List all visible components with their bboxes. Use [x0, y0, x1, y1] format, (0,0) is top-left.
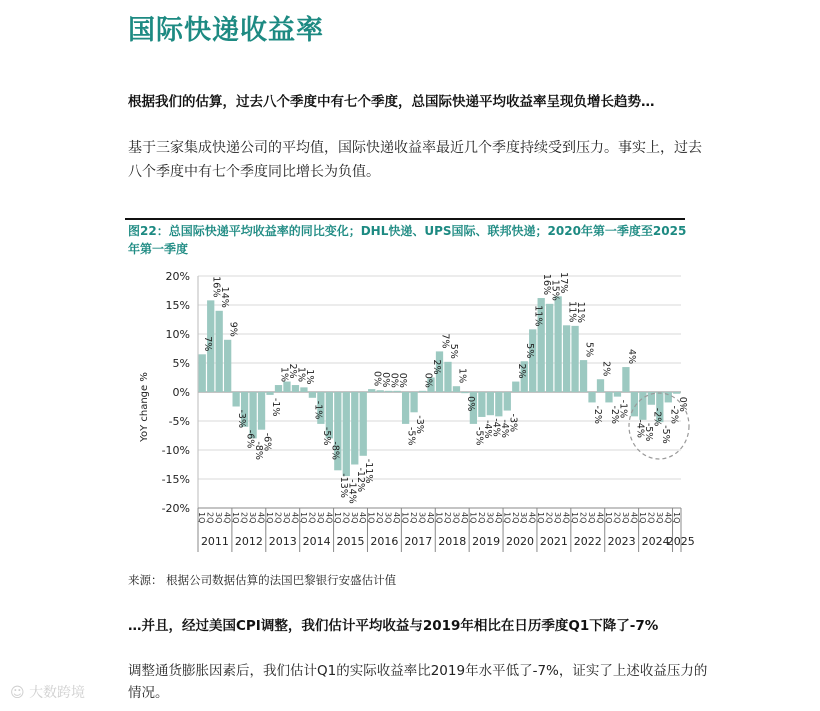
- bar-data-label: -1%: [270, 397, 282, 417]
- quarter-tick-label: 1Q: [570, 512, 580, 524]
- y-tick-label: 10%: [165, 328, 190, 341]
- quarter-tick-label: 4Q: [493, 512, 503, 524]
- bar: [478, 392, 485, 417]
- quarter-tick-label: 3Q: [281, 512, 291, 524]
- bar: [393, 391, 400, 392]
- bar-data-label: -4%: [481, 419, 493, 439]
- bar: [232, 392, 239, 407]
- bar: [546, 304, 553, 392]
- bar-data-label: -13%: [337, 473, 349, 498]
- intro-paragraph: 基于三家集成快递公司的平均值，国际快递收益率最近几个季度持续受到压力。事实上，过去八个季度中有七个季度同比增长为负值。: [128, 140, 702, 180]
- bar: [461, 392, 468, 393]
- bar-data-label: -4%: [634, 419, 646, 438]
- bar: [258, 392, 265, 430]
- year-tick-label: 2020: [506, 535, 534, 548]
- quarter-tick-label: 1Q: [468, 512, 478, 524]
- quarter-tick-label: 2Q: [273, 512, 283, 524]
- watermark-icon: ☺: [10, 685, 25, 701]
- quarter-tick-label: 4Q: [459, 512, 469, 524]
- quarter-tick-label: 1Q: [366, 512, 376, 524]
- quarter-tick-label: 3Q: [383, 512, 393, 524]
- year-tick-label: 2012: [234, 535, 263, 548]
- year-tick-label: 2023: [607, 535, 636, 548]
- bar: [487, 392, 494, 415]
- y-tick-label: -5%: [168, 415, 190, 428]
- year-tick-label: 2024: [641, 535, 670, 548]
- y-tick-label: -15%: [161, 473, 190, 486]
- bar-data-label: 16%: [210, 276, 222, 298]
- quarter-tick-label: 4Q: [290, 512, 300, 524]
- bar-data-label: 2%: [286, 363, 298, 379]
- quarter-tick-label: 4Q: [561, 512, 571, 524]
- y-axis-title: YoY change %: [139, 372, 150, 442]
- quarter-tick-label: 4Q: [256, 512, 266, 524]
- yield-yoy-bar-chart: [125, 262, 695, 567]
- year-tick-label: 2017: [404, 535, 433, 548]
- quarter-tick-label: 4Q: [663, 512, 673, 524]
- quarter-tick-label: 2Q: [341, 512, 351, 524]
- bar-data-label: -2%: [668, 405, 680, 424]
- bar: [495, 392, 502, 416]
- quarter-tick-label: 3Q: [485, 512, 495, 524]
- quarter-tick-label: 3Q: [214, 512, 224, 524]
- quarter-tick-label: 1Q: [332, 512, 342, 524]
- quarter-tick-label: 2Q: [307, 512, 317, 524]
- bar: [673, 392, 680, 394]
- bar: [216, 311, 223, 392]
- year-tick-label: 2022: [573, 535, 602, 548]
- quarter-tick-label: 3Q: [553, 512, 563, 524]
- quarter-tick-label: 1Q: [400, 512, 410, 524]
- bar-data-label: -2%: [608, 405, 620, 424]
- bar-data-label: 7%: [439, 333, 451, 349]
- bar: [283, 382, 290, 392]
- bar-data-label: -8%: [253, 441, 265, 460]
- quarter-tick-label: 1Q: [298, 512, 308, 524]
- bar-data-label: 0%: [388, 372, 400, 388]
- bar-data-label: 9%: [227, 321, 239, 337]
- quarter-tick-label: 1Q: [197, 512, 207, 524]
- bar-data-label: -12%: [354, 467, 366, 493]
- quarter-tick-label: 3Q: [315, 512, 325, 524]
- quarter-tick-label: 3Q: [451, 512, 461, 524]
- y-tick-label: 15%: [165, 299, 190, 312]
- y-tick-label: 5%: [172, 357, 190, 370]
- bar: [419, 391, 426, 392]
- bar: [275, 385, 282, 392]
- bar: [571, 326, 578, 392]
- bar: [597, 379, 604, 392]
- figure-source: 来源： 根据公司数据估算的法国巴黎银行安盛估计值: [128, 573, 397, 587]
- quarter-tick-label: 2Q: [409, 512, 419, 524]
- year-tick-label: 2021: [539, 535, 568, 548]
- bar-data-label: 1%: [295, 366, 307, 383]
- quarter-tick-label: 1Q: [502, 512, 512, 524]
- bar: [360, 392, 367, 456]
- bar-data-label: -11%: [363, 458, 375, 484]
- bar-data-label: -5%: [659, 425, 671, 444]
- quarter-tick-label: 4Q: [222, 512, 232, 524]
- bar-data-label: 5%: [524, 343, 536, 359]
- bar: [563, 325, 570, 392]
- bar-data-label: 11%: [575, 301, 587, 323]
- quarter-tick-label: 1Q: [231, 512, 241, 524]
- cpi-paragraph: 调整通货膨胀因素后，我们估计Q1的实际收益率比2019年水平低了-7%，证实了上述收益压力的情况。: [128, 663, 708, 701]
- bar-data-label: -3%: [236, 409, 248, 428]
- bar: [343, 392, 350, 476]
- bar: [554, 296, 561, 392]
- bar-data-label: -5%: [320, 426, 332, 446]
- quarter-tick-label: 3Q: [349, 512, 359, 524]
- bar-data-label: 0%: [397, 372, 409, 388]
- figure-caption: 图22：总国际快递平均收益率的同比变化；DHL快递、UPS国际、联邦快递；2020年第一季度至2025年第一季度: [128, 224, 687, 256]
- bar-data-label: 2%: [600, 361, 612, 377]
- year-tick-label: 2015: [336, 535, 365, 548]
- chart-y-axis: [162, 270, 198, 515]
- quarter-tick-label: 2Q: [239, 512, 249, 524]
- year-tick-label: 2013: [268, 535, 297, 548]
- section-headline-2: …并且，经过美国CPI调整，我们估计平均收益与2019年相比在日历季度Q1下降了-7%: [128, 618, 659, 634]
- quarter-tick-label: 3Q: [654, 512, 664, 524]
- figure-top-rule: [125, 218, 685, 220]
- bar-data-label: -1%: [312, 400, 324, 420]
- quarter-tick-label: 3Q: [417, 512, 427, 524]
- bar: [580, 360, 587, 392]
- y-tick-label: -20%: [161, 502, 190, 515]
- bar-data-label: 14%: [219, 286, 231, 308]
- bar: [444, 362, 451, 392]
- section-headline: 根据我们的估算，过去八个季度中有七个季度，总国际快递平均收益率呈现负增长趋势…: [128, 94, 655, 110]
- bar-data-label: 1%: [303, 369, 315, 385]
- year-tick-label: 2025: [666, 535, 695, 548]
- bar-data-label: 0%: [380, 372, 392, 388]
- quarter-tick-label: 2Q: [578, 512, 588, 524]
- bar: [614, 392, 621, 397]
- bar: [309, 392, 316, 398]
- watermark-logo: [10, 682, 85, 702]
- quarter-tick-label: 4Q: [358, 512, 368, 524]
- bar: [410, 392, 417, 412]
- y-tick-label: -10%: [161, 444, 190, 457]
- chart-x-axis: [197, 508, 695, 552]
- quarter-tick-label: 3Q: [248, 512, 258, 524]
- quarter-tick-label: 1Q: [637, 512, 647, 524]
- bar: [605, 392, 612, 402]
- bar-data-label: 11%: [532, 305, 544, 327]
- bar-data-label: -6%: [244, 429, 256, 449]
- bar-data-label: -6%: [261, 432, 273, 452]
- bar-data-label: -5%: [405, 426, 417, 446]
- y-tick-label: 20%: [165, 270, 190, 283]
- quarter-tick-label: 1Q: [265, 512, 275, 524]
- quarter-tick-label: 4Q: [527, 512, 537, 524]
- quarter-tick-label: 2Q: [476, 512, 486, 524]
- quarter-tick-label: 4Q: [426, 512, 436, 524]
- bar: [224, 340, 231, 392]
- bar-data-label: -5%: [642, 422, 654, 442]
- bar-data-label: 17%: [558, 272, 570, 294]
- bar-data-label: -1%: [617, 399, 629, 419]
- bar: [529, 329, 536, 392]
- quarter-tick-label: 2Q: [544, 512, 554, 524]
- bar: [199, 354, 206, 392]
- bar: [588, 392, 595, 402]
- bar-data-label: 0%: [676, 396, 688, 412]
- bar-data-label: 5%: [583, 342, 595, 358]
- watermark-text: 大数跨境: [29, 685, 86, 701]
- quarter-tick-label: 2Q: [612, 512, 622, 524]
- quarter-tick-label: 3Q: [587, 512, 597, 524]
- bar-data-label: 15%: [549, 279, 561, 301]
- bar-data-label: 2%: [431, 359, 443, 375]
- quarter-tick-label: 1Q: [536, 512, 546, 524]
- bar: [377, 390, 384, 392]
- bar-data-label: 1%: [456, 368, 468, 384]
- bar: [622, 367, 629, 392]
- year-tick-label: 2014: [302, 535, 331, 548]
- bar-data-label: 4%: [625, 348, 637, 365]
- bar-data-label: -14%: [346, 479, 358, 504]
- quarter-tick-label: 4Q: [595, 512, 605, 524]
- bar: [266, 392, 273, 395]
- page-title: 国际快递收益率: [128, 15, 324, 46]
- bar-data-label: -2%: [592, 405, 604, 424]
- bar-data-label: -2%: [651, 407, 663, 427]
- quarter-tick-label: 4Q: [392, 512, 402, 524]
- bar: [453, 386, 460, 392]
- bar-data-label: -8%: [329, 441, 341, 460]
- bar-data-label: 0%: [422, 372, 434, 388]
- bar-data-label: -3%: [507, 413, 519, 433]
- bar: [402, 392, 409, 424]
- bar-data-label: -4%: [490, 418, 502, 437]
- bar-data-label: 16%: [541, 273, 553, 296]
- quarter-tick-label: 3Q: [620, 512, 630, 524]
- year-tick-label: 2016: [370, 535, 399, 548]
- bar: [504, 392, 511, 411]
- bar: [292, 385, 299, 392]
- bar-data-label: 0%: [371, 371, 383, 387]
- bar-data-label: 1%: [278, 366, 290, 383]
- quarter-tick-label: 3Q: [519, 512, 529, 524]
- quarter-tick-label: 1Q: [603, 512, 613, 524]
- bar-data-label: -4%: [498, 419, 510, 438]
- quarter-tick-label: 2Q: [646, 512, 656, 524]
- bar: [351, 392, 358, 465]
- year-tick-label: 2018: [438, 535, 467, 548]
- bar-data-label: 0%: [464, 396, 476, 412]
- bar: [368, 389, 375, 392]
- quarter-tick-label: 4Q: [629, 512, 639, 524]
- bar-data-label: -5%: [473, 426, 485, 446]
- bar: [385, 391, 392, 392]
- quarter-tick-label: 2Q: [442, 512, 452, 524]
- bar: [300, 387, 307, 392]
- bar: [512, 382, 519, 392]
- quarter-tick-label: 2Q: [205, 512, 215, 524]
- quarter-tick-label: 1Q: [434, 512, 444, 524]
- bar-data-label: 7%: [202, 336, 214, 352]
- bar-data-label: 11%: [566, 301, 578, 323]
- quarter-tick-label: 1Q: [671, 512, 681, 524]
- year-tick-label: 2011: [200, 535, 229, 548]
- bar-data-label: 5%: [447, 343, 459, 359]
- bar-data-label: 2%: [515, 363, 527, 379]
- quarter-tick-label: 2Q: [375, 512, 385, 524]
- bar-data-label: -3%: [414, 415, 426, 434]
- year-tick-label: 2019: [472, 535, 501, 548]
- quarter-tick-label: 4Q: [324, 512, 334, 524]
- quarter-tick-label: 2Q: [510, 512, 520, 524]
- y-tick-label: 0%: [172, 386, 190, 399]
